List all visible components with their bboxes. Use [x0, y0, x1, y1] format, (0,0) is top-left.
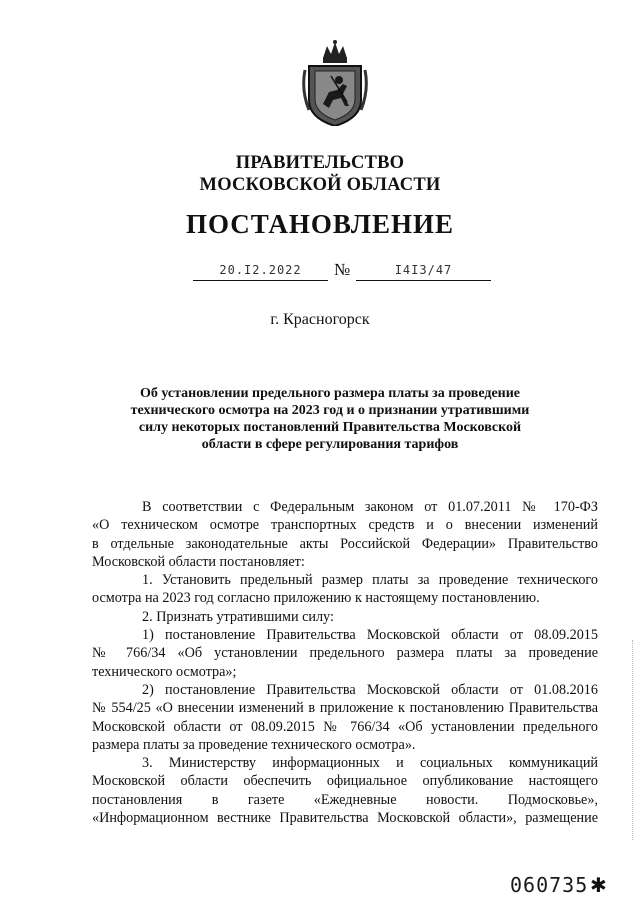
date-field	[193, 262, 328, 281]
body-line: 1. Установить предельный размер платы за проведение технического	[142, 572, 598, 589]
number-sign: №	[334, 260, 351, 279]
body-line: размера платы за проведение технического осмотра».	[92, 736, 416, 753]
heading-line: силу некоторых постановлений Правительства Московской	[138, 420, 522, 435]
body-line: постановления в газете «Ежедневные новости. Подмосковье»,	[92, 791, 598, 808]
moscow-oblast-coat-of-arms-icon	[301, 40, 369, 126]
heading-line: технического осмотра на 2023 год и о признании утратившими	[130, 403, 530, 418]
body-line: 1) постановление Правительства Московской области от 08.09.2015	[142, 627, 598, 644]
date-value: 20.I2.2022	[219, 263, 302, 277]
serial-number: 060735	[510, 873, 589, 897]
star-icon: ✱	[590, 875, 607, 897]
body-line: Московской области от 08.09.2015 № 766/34 «Об установлении предельного	[92, 718, 598, 735]
heading-line: области в сфере регулирования тарифов	[201, 437, 459, 452]
number-field	[356, 262, 491, 281]
body-line: Московской области обеспечить официальное опубликование настоящего	[92, 773, 598, 790]
body-line: в отдельные законодательные акты Российской Федерации» Правительство	[92, 535, 598, 552]
document-type-title: ПОСТАНОВЛЕНИЕ	[185, 209, 455, 239]
body-line: 3. Министерству информационных и социальных коммуникаций	[142, 755, 598, 772]
body-line: № 554/25 «О внесении изменений в приложение к постановлению Правительства	[92, 700, 598, 717]
scan-edge-divider	[632, 640, 635, 840]
government-title-line2: МОСКОВСКОЙ ОБЛАСТИ	[199, 175, 441, 195]
government-title-line1: ПРАВИТЕЛЬСТВО	[235, 153, 405, 173]
document-heading	[120, 385, 540, 453]
body-line: В соответствии с Федеральным законом от 01.07.2011 № 170-ФЗ	[142, 499, 598, 515]
city-label: г. Красногорск	[270, 311, 370, 328]
body-line: «О техническом осмотре транспортных средств и о внесении изменений	[92, 517, 598, 534]
body-line: Московской области постановляет:	[92, 553, 305, 570]
body-line: 2) постановление Правительства Московской области от 01.08.2016	[142, 681, 598, 698]
number-value: I4I3/47	[394, 263, 453, 277]
body-line: № 766/34 «Об установлении предельного размера платы за проведение	[92, 645, 598, 662]
body-line: осмотра на 2023 год согласно приложению к настоящему постановлению.	[92, 590, 540, 607]
body-line: «Информационном вестнике Правительства Московской области», размещение	[92, 810, 598, 827]
body-line: технического осмотра»;	[92, 663, 237, 680]
body-line: 2. Признать утратившими силу:	[142, 608, 334, 625]
heading-line: Об установлении предельного размера платы за проведение	[139, 386, 521, 401]
document-body	[92, 498, 598, 827]
